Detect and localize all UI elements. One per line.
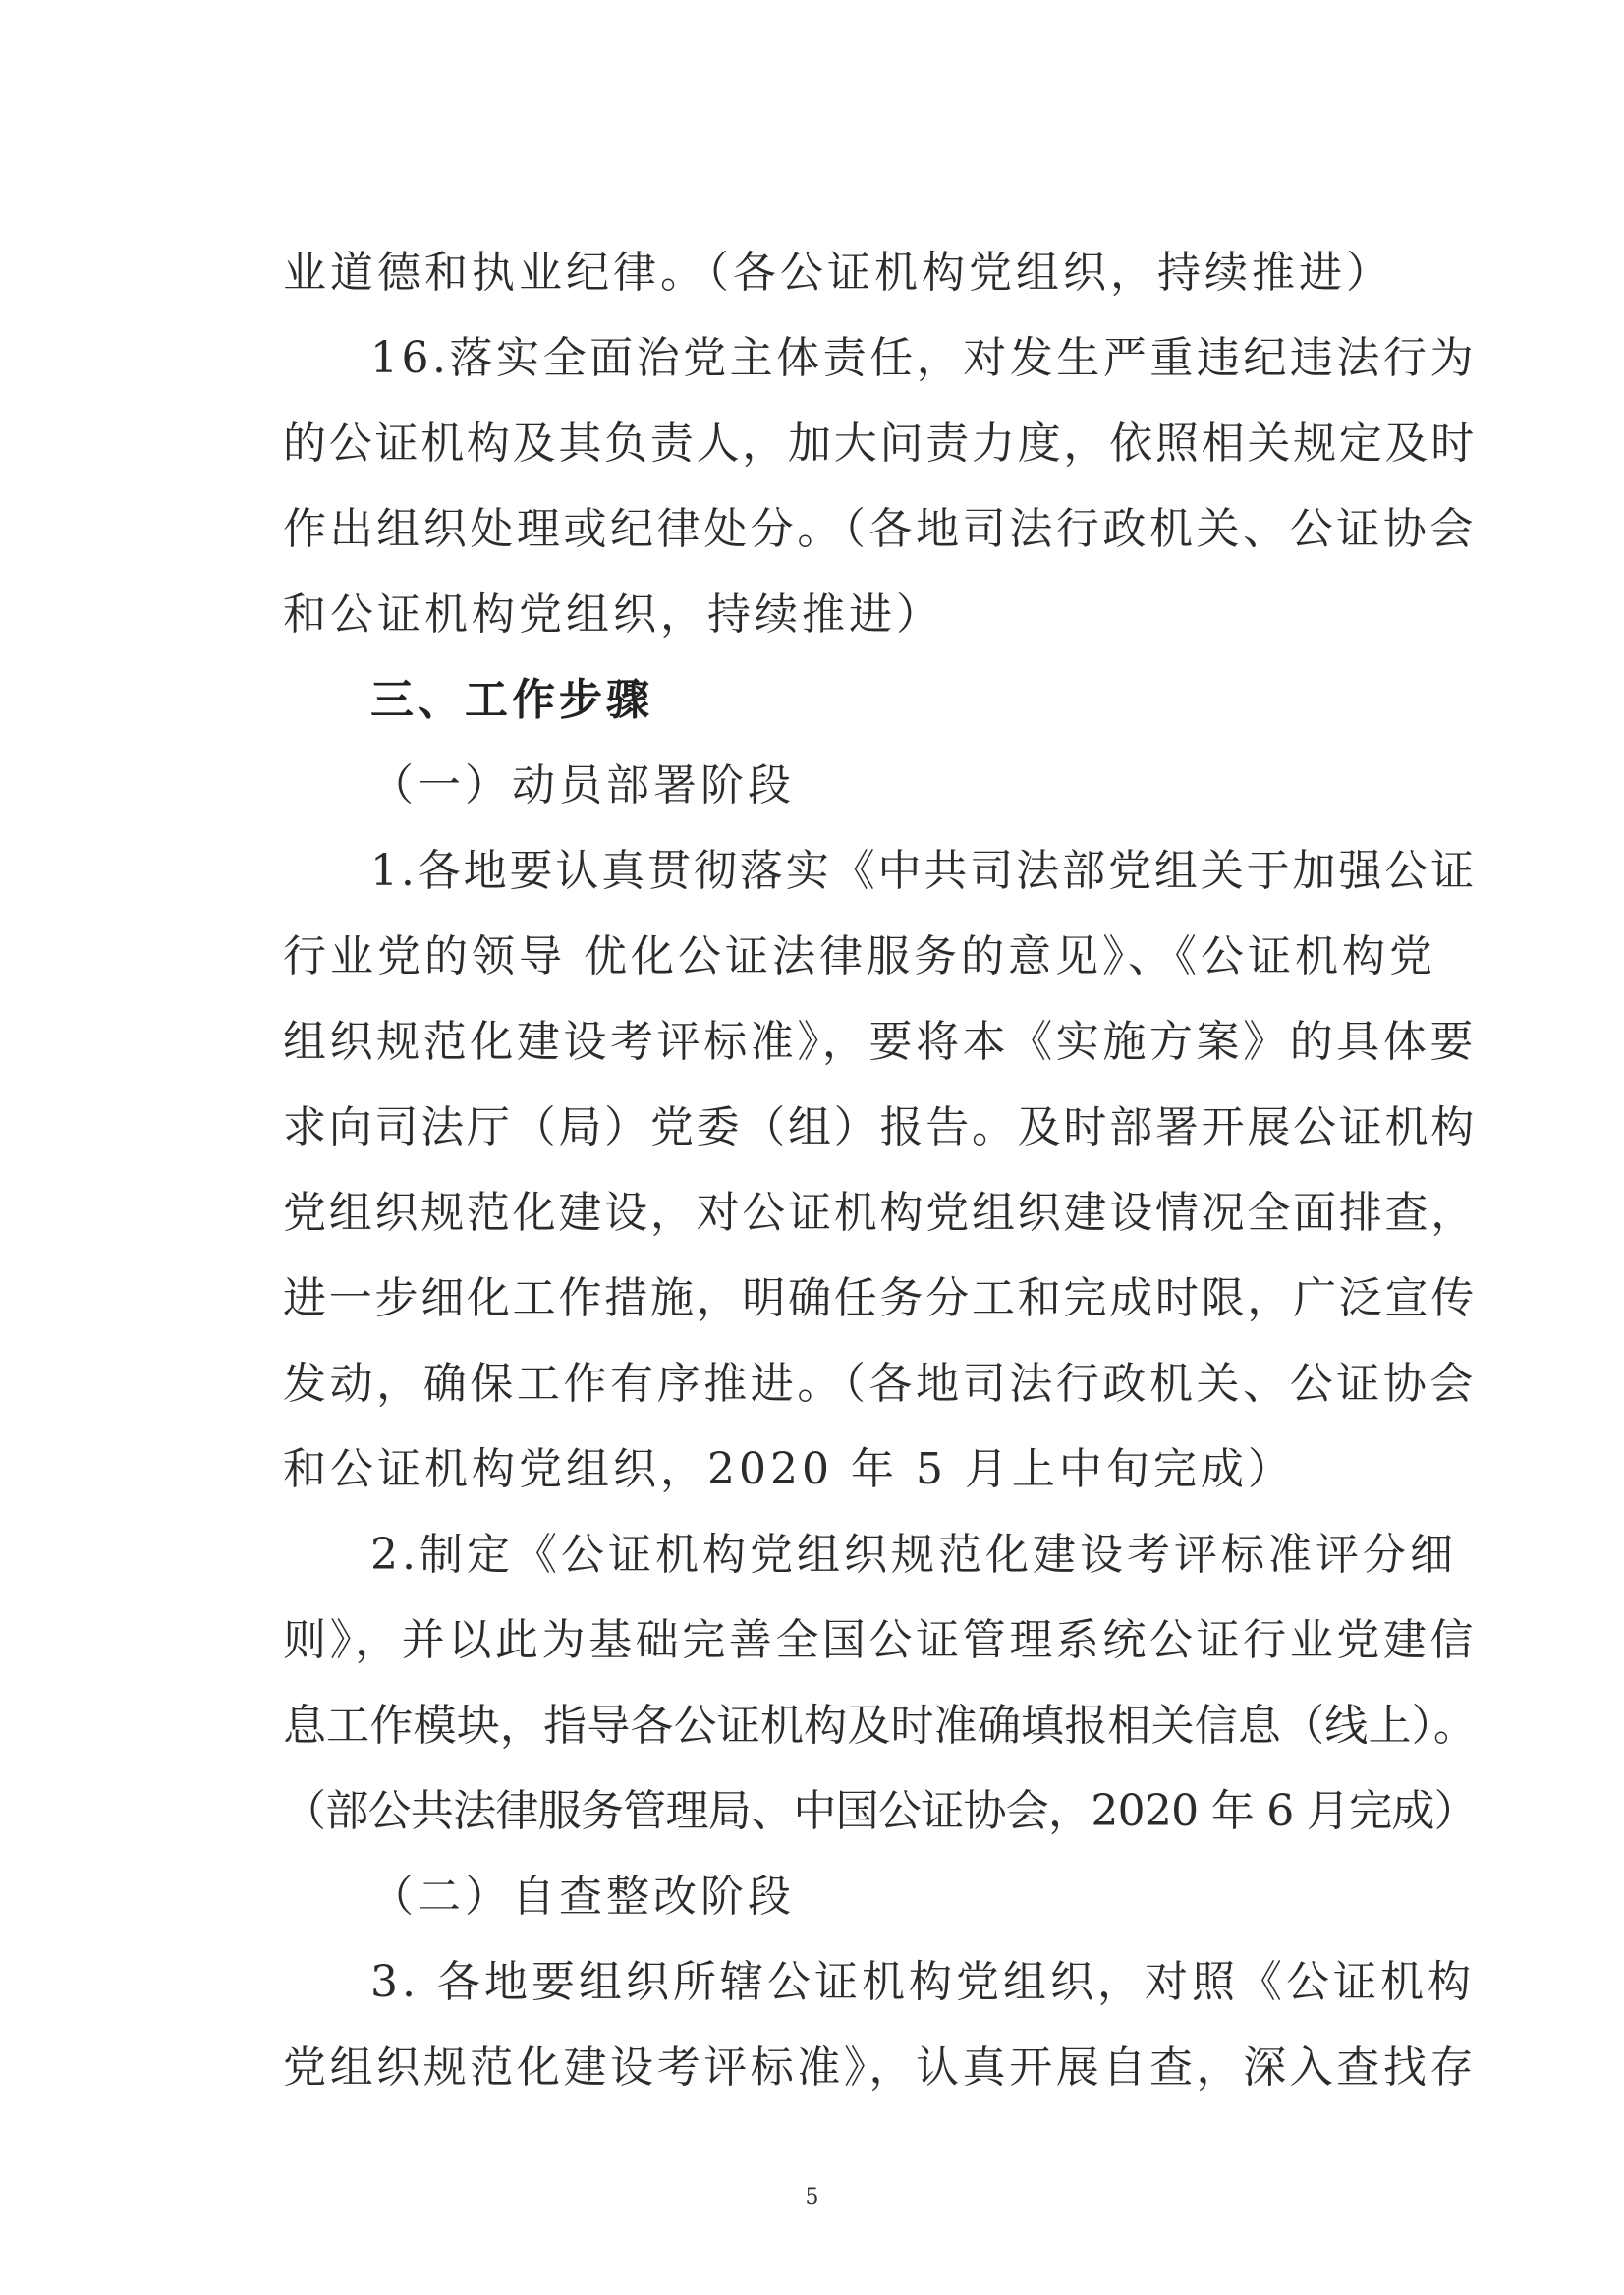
body-line: 党组织规范化建设，对公证机构党组织建设情况全面排查，: [283, 1188, 1477, 1238]
body-line: 业道德和执业纪律。（各公证机构党组织，持续推进）: [283, 248, 1393, 298]
body-line: 的公证机构及其负责人，加大问责力度，依照相关规定及时: [283, 419, 1477, 469]
subsection-heading: （一）动员部署阶段: [370, 760, 795, 811]
body-line: 和公证机构党组织，持续推进）: [283, 589, 943, 640]
body-line: 发动，确保工作有序推进。（各地司法行政机关、公证协会: [283, 1359, 1477, 1409]
body-line: 作出组织处理或纪律处分。（各地司法行政机关、公证协会: [283, 504, 1477, 554]
body-line: 求向司法厅（局）党委（组）报告。及时部署开展公证机构: [283, 1102, 1477, 1152]
paragraph-first-line: 2.制定《公证机构党组织规范化建设考评标准评分细: [370, 1530, 1457, 1580]
paragraph-first-line: 16.落实全面治党主体责任，对发生严重违纪违法行为: [370, 333, 1477, 383]
page-number: 5: [805, 2185, 819, 2210]
section-heading: 三、工作步骤: [370, 675, 653, 725]
body-line: 进一步细化工作措施，明确任务分工和完成时限，广泛宣传: [283, 1273, 1477, 1323]
body-line: 组织规范化建设考评标准》，要将本《实施方案》的具体要: [283, 1017, 1477, 1067]
body-line: 党组织规范化建设考评标准》，认真开展自查，深入查找存: [283, 2043, 1477, 2093]
body-line: 和公证机构党组织，2020 年 5 月上中旬完成）: [283, 1444, 1295, 1494]
body-line: 则》，并以此为基础完善全国公证管理系统公证行业党建信: [283, 1615, 1477, 1665]
subsection-heading: （二）自查整改阶段: [370, 1872, 795, 1922]
paragraph-first-line: 1.各地要认真贯彻落实《中共司法部党组关于加强公证: [370, 846, 1477, 896]
body-line: 行业党的领导 优化公证法律服务的意见》、《公证机构党: [283, 931, 1436, 981]
body-line: （部公共法律服务管理局、中国公证协会，2020 年 6 月完成）: [283, 1786, 1477, 1836]
body-line: 息工作模块，指导各公证机构及时准确填报相关信息（线上）。: [283, 1701, 1477, 1751]
paragraph-first-line: 3. 各地要组织所辖公证机构党组织，对照《公证机构: [370, 1957, 1475, 2007]
